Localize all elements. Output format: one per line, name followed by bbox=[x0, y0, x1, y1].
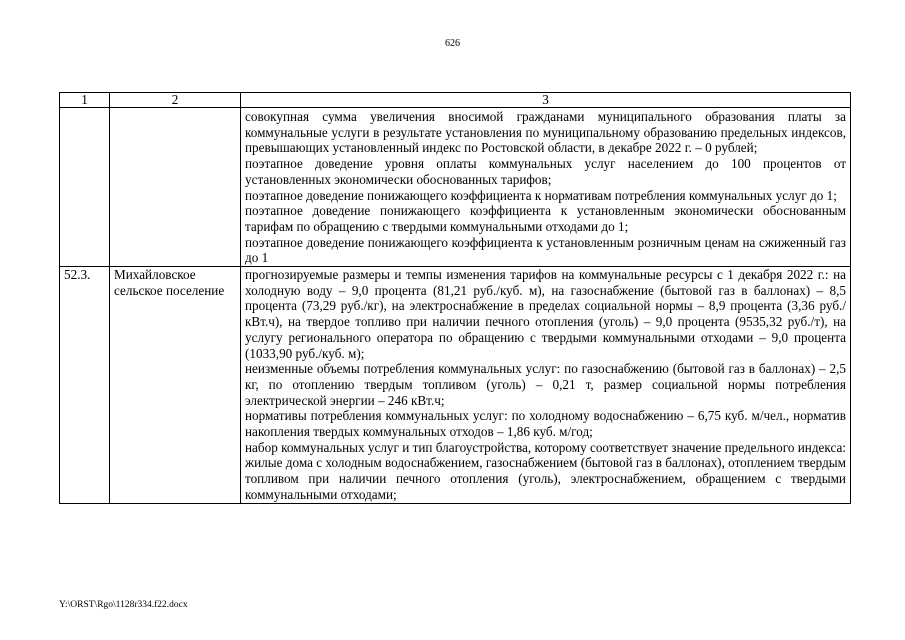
row-content-cell bbox=[241, 108, 851, 267]
table-row-52-3 bbox=[60, 267, 851, 504]
column-header-1: 1 bbox=[60, 93, 110, 108]
content-paragraph: поэтапное доведение понижающего коэффициента к установленным экономически обоснованным тарифам по обращению с твердыми коммунальными отходами до 1; bbox=[245, 203, 846, 234]
content-paragraph: набор коммунальных услуг и тип благоустройства, которому соответствует значение предельного индекса: жилые дома с холодным водоснабжением, газоснабжением (бытовой газ в баллонах), отоплением твердым топливом при наличии печного отопления (уголь), электроснабжением, обращением с твердыми коммунальными отходами; bbox=[245, 439, 847, 502]
table-header-row bbox=[60, 93, 851, 108]
table-row-continuation bbox=[60, 108, 851, 267]
content-paragraph: неизменные объемы потребления коммунальных услуг: по газоснабжению (бытовой газ в баллонах) – 2,5 кг, по отоплению твердым топливом (уголь) – 0,21 т, размер социальной нормы потребления электрической энергии – 246 кВт.ч; bbox=[245, 361, 846, 408]
content-paragraph: поэтапное доведение понижающего коэффициента к нормативам потребления коммунальных услуг до 1; bbox=[245, 187, 837, 203]
content-paragraph: нормативы потребления коммунальных услуг: по холодному водоснабжению – 6,75 куб. м/чел., норматив накопления твердых коммунальных отходов – 1,86 куб. м/год; bbox=[245, 408, 846, 440]
row-content-cell bbox=[241, 267, 851, 504]
settlement-name: Михайловское сельское поселение bbox=[110, 267, 241, 504]
row-name-cell-empty bbox=[110, 108, 241, 267]
content-paragraph: поэтапное доведение понижающего коэффициента к установленным розничным ценам на сжиженный газ до 1 bbox=[245, 234, 846, 266]
content-paragraph: поэтапное доведение уровня оплаты коммунальных услуг населением до 100 процентов от установленных экономически обоснованных тарифов; bbox=[245, 156, 846, 187]
page-number: 626 bbox=[445, 38, 460, 49]
column-header-2: 2 bbox=[110, 93, 241, 108]
content-paragraph: совокупная сумма увеличения вносимой гражданами муниципального образования платы за коммунальные услуги в результате установления по муниципальному образованию предельных индексов, превышающих установленный индекс по Ростовской области, в декабре 2022 г. – 0 рублей; bbox=[245, 109, 846, 156]
column-header-3: 3 bbox=[241, 93, 851, 108]
row-number-cell-empty bbox=[60, 108, 110, 267]
footer-file-path: Y:\ORST\Rgo\1128r334.f22.docx bbox=[59, 600, 188, 610]
row-number: 52.3. bbox=[60, 267, 110, 504]
document-table bbox=[59, 92, 851, 504]
content-paragraph: прогнозируемые размеры и темпы изменения тарифов на коммунальные ресурсы с 1 декабря 2022 г.: на холодную воду – 9,0 процента (81,21 руб./куб. м), на газоснабжение (бытовой газ в баллонах) – 8,5 процента (73,29 руб./кг), на электроснабжение в пределах социальной нормы – 8,9 процента (3,36 руб./кВт.ч), на твердое топливо при наличии печного отопления (уголь) – 9,0 процента (9535,32 руб./т), на услугу регионального оператора по обращению с твердыми коммунальными отходами – 9,0 процента (1033,90 руб./куб. м); bbox=[245, 267, 846, 361]
